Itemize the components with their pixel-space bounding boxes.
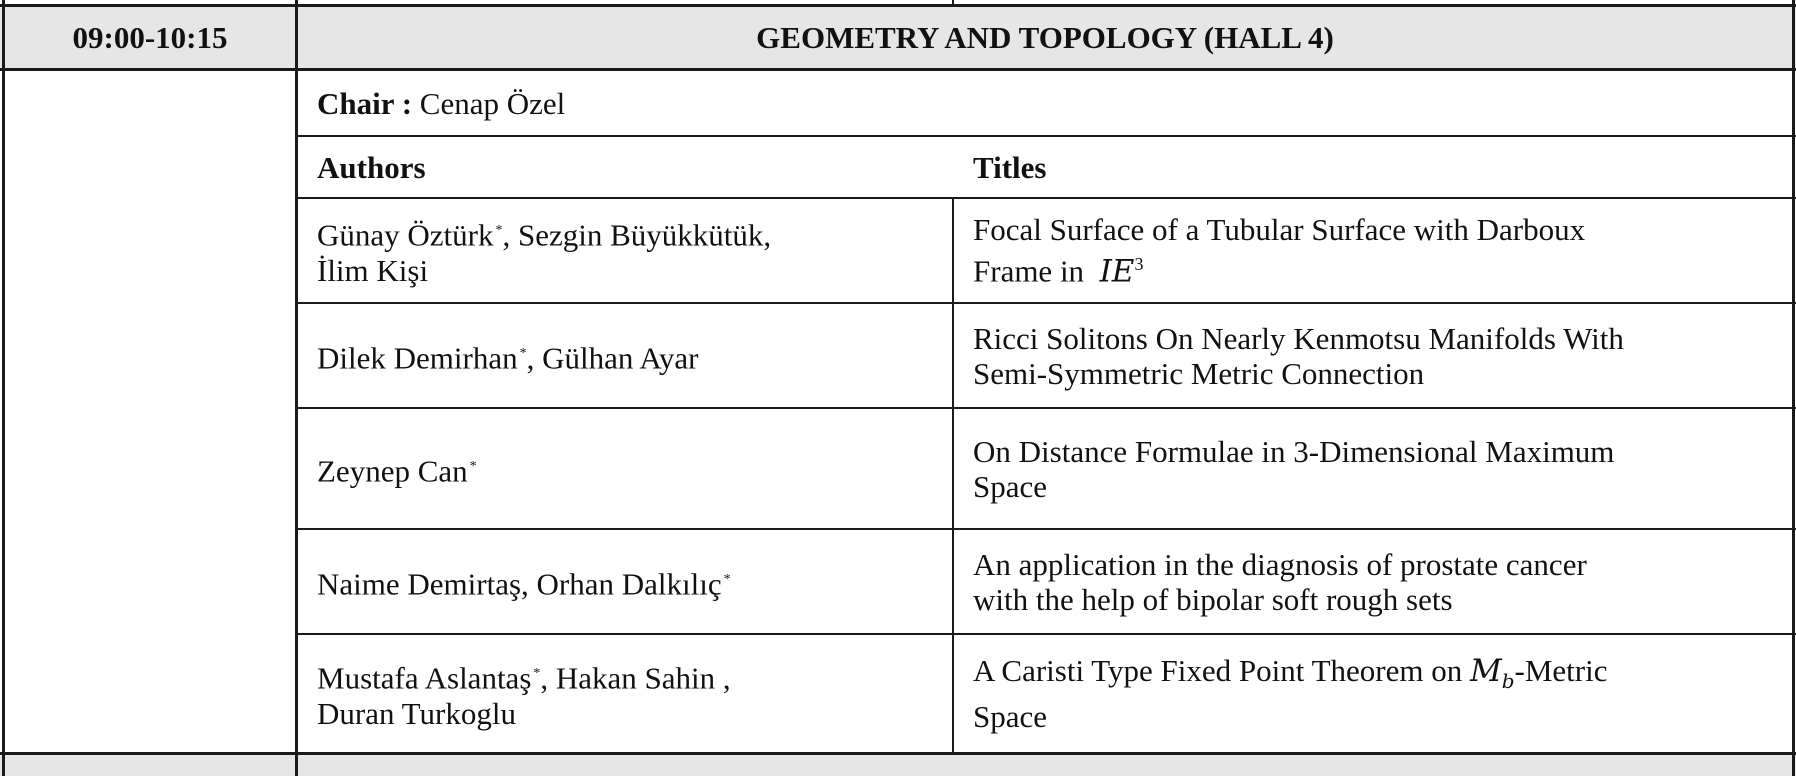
next-session-row [0,754,1796,776]
table-row-title: An application in the diagnosis of prostate cancer with the help of bipolar soft rough sets [973,546,1587,617]
table-row-authors: Günay Öztürk *, Sezgin Büyükkütük, İlim Kişi [317,217,772,288]
table-row-authors: Zeynep Can * [317,453,477,489]
chair-label: Chair : [317,85,413,121]
authors-column-header: Authors [317,149,426,185]
table-row-authors: Mustafa Aslantaş *, Hakan Sahin , Duran Turkoglu [317,660,731,731]
table-row-authors: Dilek Demirhan *, Gülhan Ayar [317,340,699,376]
table-row-title: A Caristi Type Fixed Point Theorem on $M_b$-Metric Space [973,652,1608,735]
table-row-title: Ricci Solitons On Nearly Kenmotsu Manifolds With Semi-Symmetric Metric Connection [973,320,1624,391]
rule [952,0,954,6]
table-row-title: On Distance Formulae in 3-Dimensional Maximum Space [973,433,1615,504]
rule [2,0,5,776]
rule [0,752,1796,755]
chair-row [298,71,1792,135]
session-time: 09:00-10:15 [72,19,228,55]
table-row-authors: Naime Demirtaş, Orhan Dalkılıç * [317,566,731,602]
rule [1792,0,1795,776]
table-row-title: Focal Surface of a Tubular Surface with Darboux Frame in $IE^3$ [973,211,1586,290]
titles-column-header: Titles [973,149,1047,185]
session-title: GEOMETRY AND TOPOLOGY (HALL 4) [756,19,1334,55]
chair-name: Cenap Özel [419,85,566,121]
